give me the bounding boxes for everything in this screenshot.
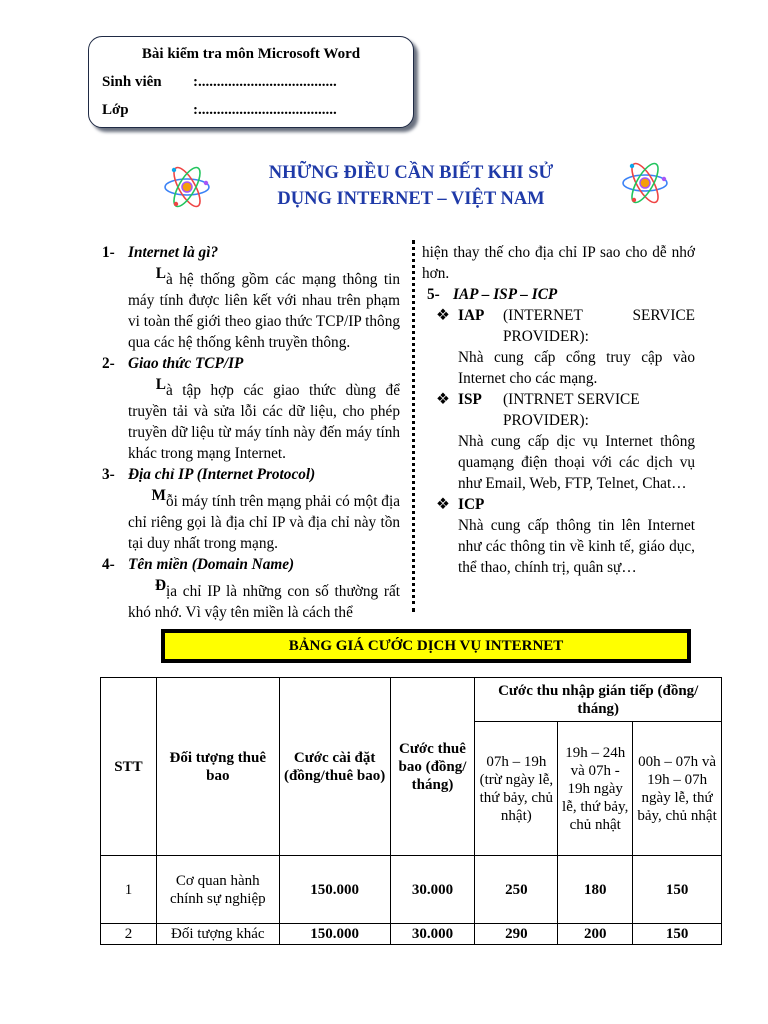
header-stt: STT <box>101 678 157 856</box>
section-4 <box>102 554 400 623</box>
class-value: :..................................... <box>193 102 337 118</box>
section-5-header <box>422 284 695 305</box>
section-title: Địa chỉ IP (Internet Protocol) <box>128 466 316 483</box>
test-title: Bài kiểm tra môn Microsoft Word <box>141 46 361 62</box>
student-info-box <box>88 36 414 128</box>
column-divider <box>412 240 415 612</box>
section-3 <box>102 464 400 554</box>
diamond-bullet-icon: ❖ <box>436 391 450 408</box>
cell-install: 150.000 <box>279 924 390 945</box>
section-number: 4- <box>102 556 115 573</box>
bullet-description: Nhà cung cấp dịc vụ Internet thông quamạng điện thoại với các dịch vụ như Email, Web, FTP, Telnet, Chat… <box>458 433 695 492</box>
section-text: à tập hợp các giao thức dùng để truyền tải và sửa lỗi các dữ liệu, cho phép truyền dữ liệu từ máy tính này đến máy tính khác trong mạng Internet. <box>128 382 400 462</box>
atom-icon-left <box>162 162 212 212</box>
first-letter: Đ <box>154 577 166 594</box>
section-number: 3- <box>102 466 115 483</box>
left-column <box>102 242 400 623</box>
price-table-banner <box>161 629 691 663</box>
first-letter: L <box>155 376 166 393</box>
student-value: :..................................... <box>193 74 337 90</box>
cell-rent: 30.000 <box>390 856 475 924</box>
section-number: 1- <box>102 244 115 261</box>
bullet-rest: (INTERNET SERVICE PROVIDER): <box>503 307 695 345</box>
cell-slot-1: 250 <box>475 856 558 924</box>
class-row <box>102 102 337 119</box>
bullet-label: ICP <box>458 496 485 513</box>
header-indirect-fee: Cước thu nhập gián tiếp (đồng/ tháng) <box>475 678 722 722</box>
bullet-isp <box>422 389 695 494</box>
header-rent-fee: Cước thuê bao (đồng/ tháng) <box>390 678 475 856</box>
cell-slot-2: 200 <box>558 924 633 945</box>
section-text: à hệ thống gồm các mạng thông tin máy tính được liên kết với nhau trên phạm vi toàn thế giới theo giao thức TCP/IP thông qua các hệ thống kênh truyền thông. <box>128 271 400 351</box>
student-row <box>102 74 337 91</box>
table-row <box>101 856 722 924</box>
diamond-bullet-icon: ❖ <box>436 496 450 513</box>
cell-slot-3: 150 <box>633 924 722 945</box>
cell-slot-2: 180 <box>558 856 633 924</box>
bullet-icp <box>422 494 695 578</box>
section-title: Internet là gì? <box>128 244 219 261</box>
cell-stt: 1 <box>101 856 157 924</box>
header-install-fee: Cước cài đặt (đồng/thuê bao) <box>279 678 390 856</box>
banner-text: BẢNG GIÁ CƯỚC DỊCH VỤ INTERNET <box>165 633 687 659</box>
main-title: NHỮNG ĐIỀU CẦN BIẾT KHI SỬ DỤNG INTERNET – VIỆT NAM <box>268 163 554 209</box>
bullet-description: Nhà cung cấp cổng truy cập vào Internet cho các mạng. <box>458 349 695 387</box>
section-title: Tên miền (Domain Name) <box>128 556 295 573</box>
cell-object: Đối tượng khác <box>156 924 279 945</box>
section-2 <box>102 353 400 464</box>
bullet-label: ISP <box>458 391 482 408</box>
header-object: Đối tượng thuê bao <box>156 678 279 856</box>
header-time-slot-2: 19h – 24h và 07h - 19h ngày lễ, thứ bảy, chủ nhật <box>558 722 633 856</box>
bullet-iap <box>422 305 695 389</box>
section-text: ỗi máy tính trên mạng phải có một địa chỉ riêng gọi là địa chỉ IP và địa chỉ này tồn tại duy nhất trong mạng. <box>128 493 400 552</box>
price-table <box>100 677 722 945</box>
first-letter: M <box>151 487 166 504</box>
cell-object: Cơ quan hành chính sự nghiệp <box>156 856 279 924</box>
class-label: Lớp <box>102 102 129 118</box>
first-letter: L <box>155 265 166 282</box>
bullet-label: IAP <box>458 307 485 324</box>
diamond-bullet-icon: ❖ <box>436 307 450 324</box>
header-time-slot-1: 07h – 19h (trừ ngày lễ, thứ bảy, chủ nhật) <box>475 722 558 856</box>
cell-stt: 2 <box>101 924 157 945</box>
cell-rent: 30.000 <box>390 924 475 945</box>
cell-install: 150.000 <box>279 856 390 924</box>
right-column <box>422 242 695 578</box>
continuation-text: hiện thay thế cho địa chỉ IP sao cho dễ nhớ hơn. <box>422 244 695 282</box>
bullet-description: Nhà cung cấp thông tin lên Internet như các thông tin về kinh tế, giáo dục, thể thao, chính trị, quân sự… <box>458 517 695 576</box>
student-label: Sinh viên <box>102 74 162 90</box>
bullet-rest: (INTRNET SERVICE PROVIDER): <box>503 391 640 429</box>
header-time-slot-3: 00h – 07h và 19h – 07h ngày lễ, thứ bảy, chủ nhật <box>633 722 722 856</box>
section-title: IAP – ISP – ICP <box>453 286 558 303</box>
cell-slot-1: 290 <box>475 924 558 945</box>
section-text: ịa chỉ IP là những con số thường rất khó nhớ. Vì vậy tên miền là cách thể <box>128 583 400 621</box>
section-1 <box>102 242 400 353</box>
section-title: Giao thức TCP/IP <box>128 355 244 372</box>
section-number: 2- <box>102 355 115 372</box>
cell-slot-3: 150 <box>633 856 722 924</box>
atom-icon-right <box>620 158 670 208</box>
bullet-rest <box>503 494 695 515</box>
table-row <box>101 924 722 945</box>
section-number: 5- <box>427 286 440 303</box>
